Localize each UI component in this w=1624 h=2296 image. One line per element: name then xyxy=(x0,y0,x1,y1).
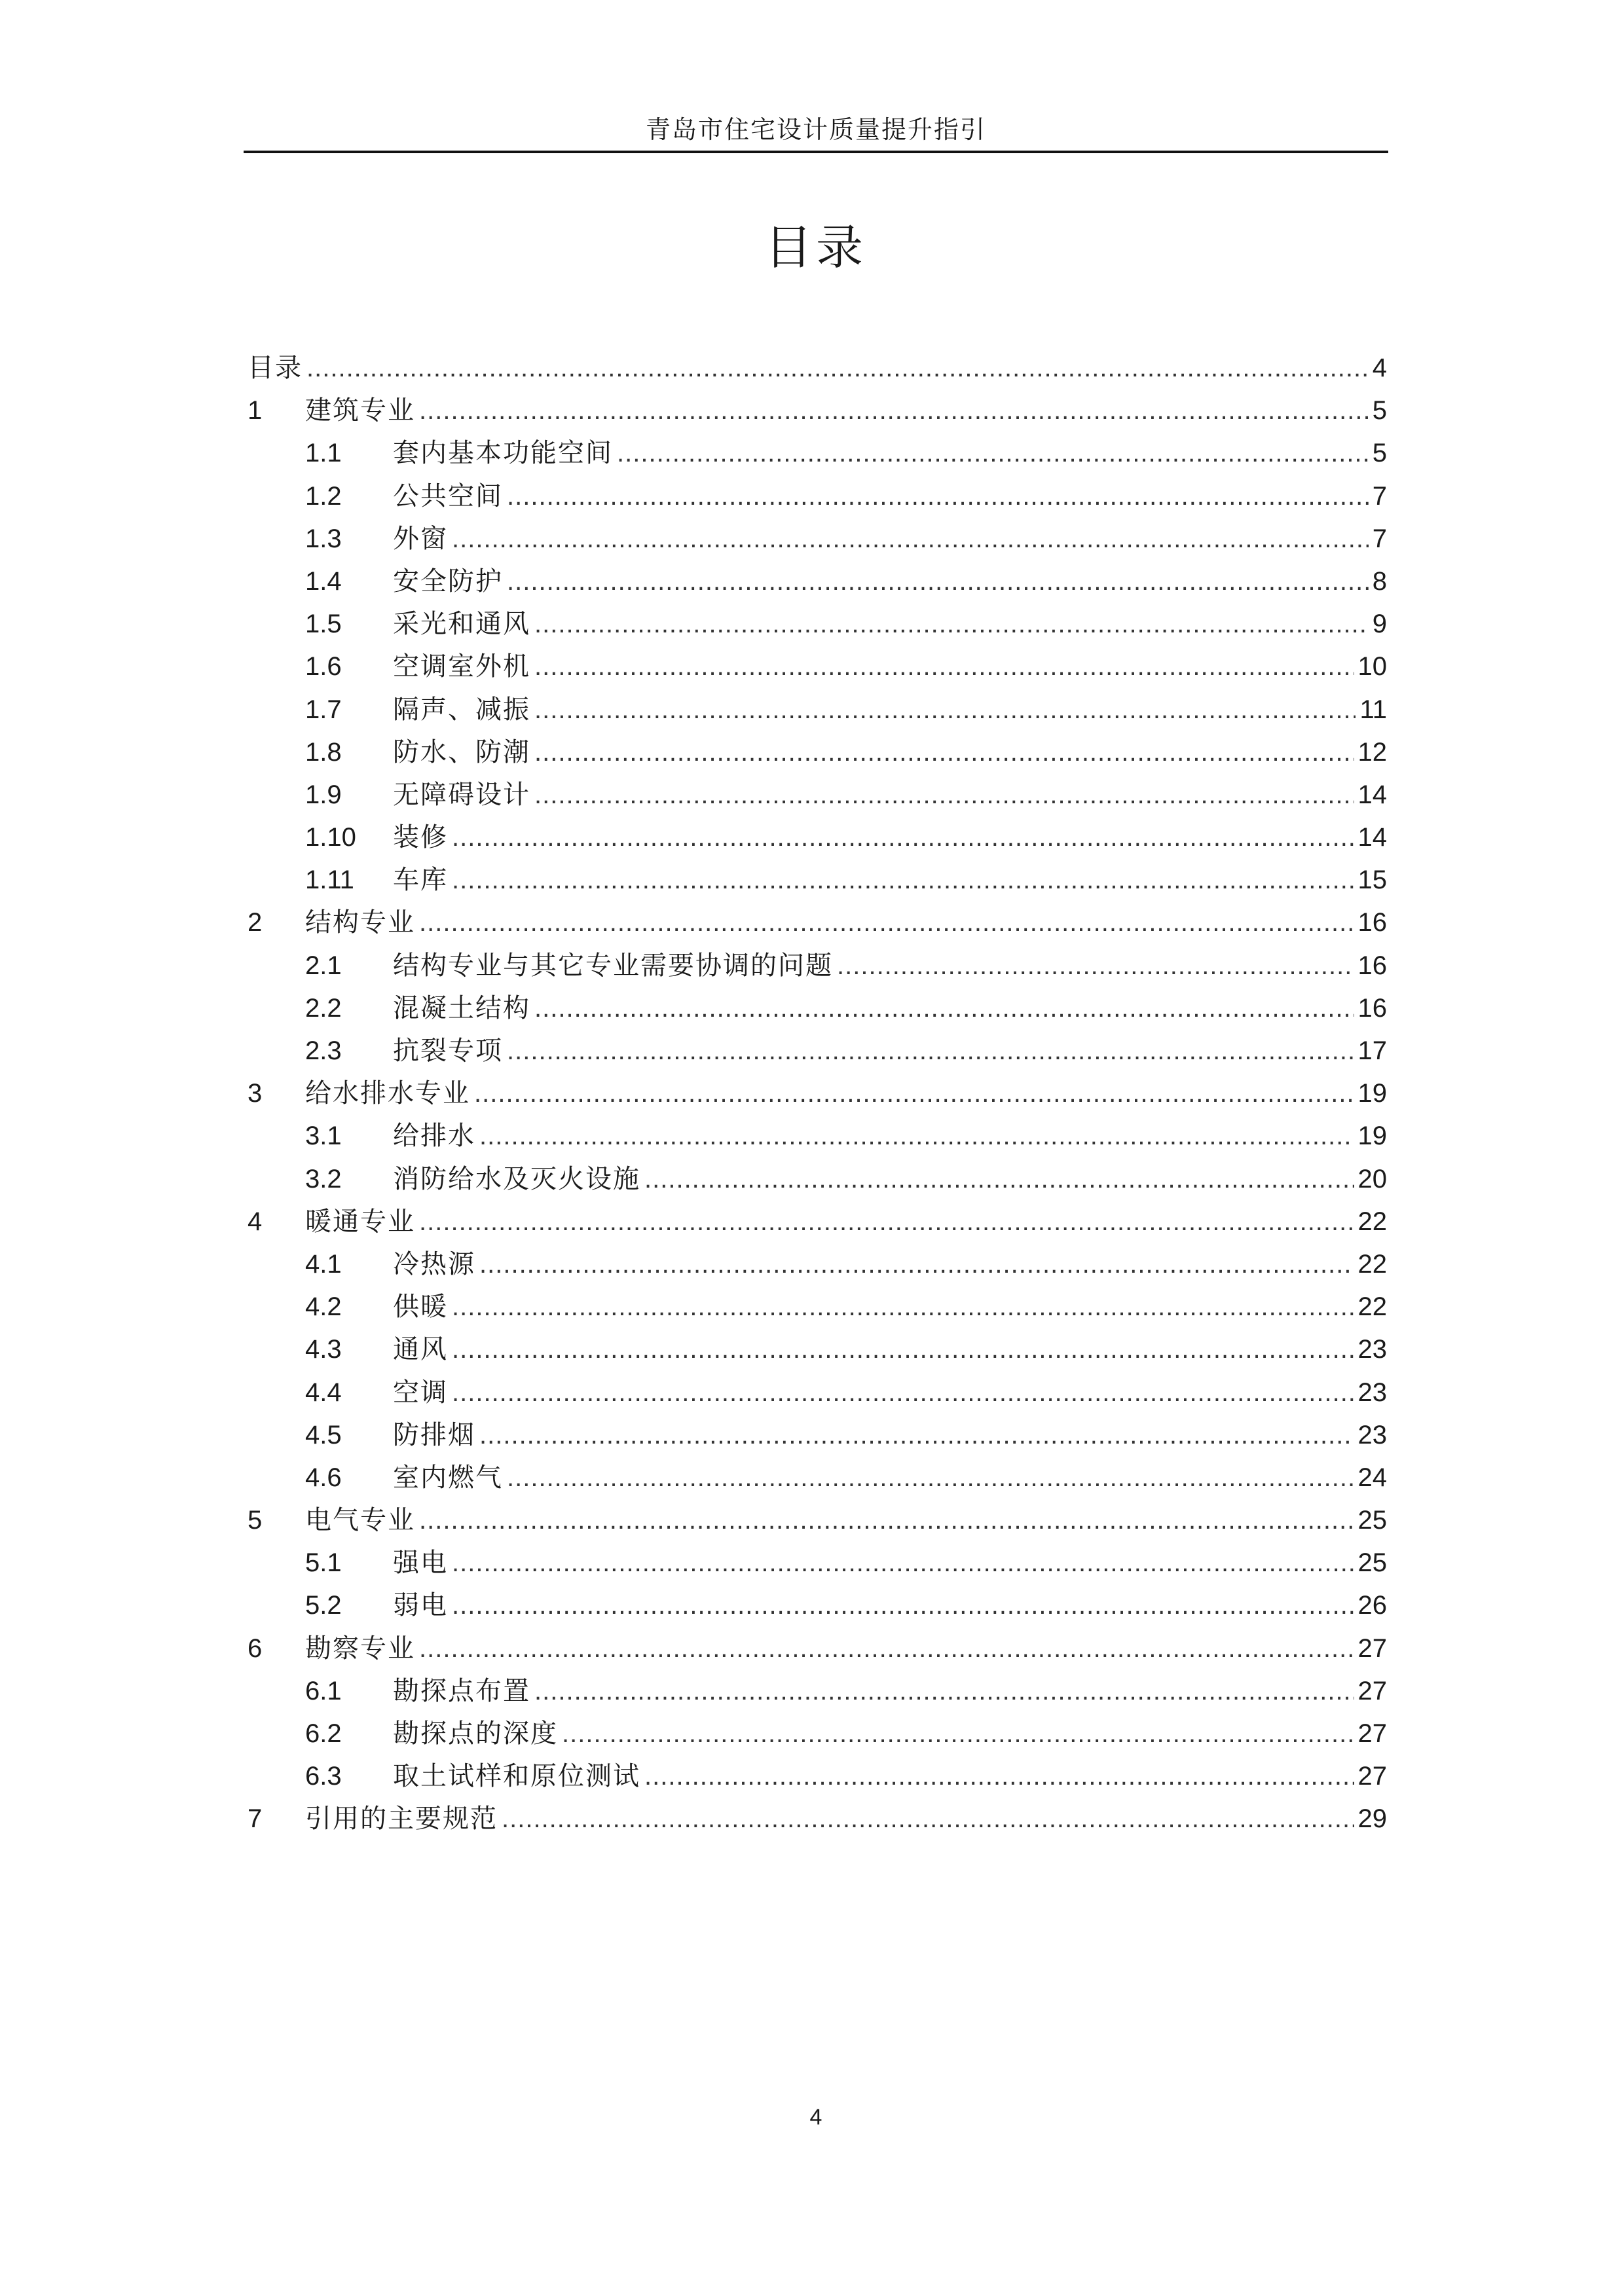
toc-entry[interactable] xyxy=(248,390,1387,432)
toc-entry[interactable] xyxy=(248,1670,1387,1713)
toc-entry-title: 通风 xyxy=(393,1334,448,1365)
toc-entry-title: 无障碍设计 xyxy=(393,779,530,810)
toc-entry-title: 结构专业与其它专业需要协调的问题 xyxy=(393,950,833,981)
toc-entry[interactable] xyxy=(248,1328,1387,1371)
toc-dot-leader xyxy=(507,1457,1354,1499)
toc-entry-number: 1.8 xyxy=(305,737,342,767)
toc-dot-leader xyxy=(507,1030,1354,1072)
toc-entry-number: 2.2 xyxy=(305,993,342,1023)
toc-dot-leader xyxy=(502,1798,1354,1840)
toc-dot-leader xyxy=(837,945,1354,987)
toc-entry-page: 22 xyxy=(1357,1207,1387,1236)
toc-dot-leader xyxy=(644,1158,1354,1201)
toc-entry-number: 5 xyxy=(248,1506,263,1535)
toc-entry-title: 暖通专业 xyxy=(305,1206,415,1237)
toc-dot-leader xyxy=(419,1499,1354,1542)
toc-entry-page: 27 xyxy=(1357,1633,1387,1663)
toc-dot-leader xyxy=(617,432,1369,475)
toc-entry-title: 室内燃气 xyxy=(393,1462,503,1493)
toc-entry-title: 消防给水及灭火设施 xyxy=(393,1163,640,1194)
toc-entry-page: 14 xyxy=(1357,780,1387,809)
toc-entry-page: 19 xyxy=(1357,1121,1387,1151)
toc-entry-title: 强电 xyxy=(393,1548,448,1578)
toc-dot-leader xyxy=(452,1286,1354,1328)
toc-entry-title: 隔声、减振 xyxy=(393,694,530,725)
toc-entry-page: 24 xyxy=(1357,1463,1387,1492)
toc-dot-leader xyxy=(534,987,1354,1030)
toc-entry[interactable] xyxy=(248,1798,1387,1840)
toc-entry-title: 给排水 xyxy=(393,1121,475,1152)
toc-entry-number: 4.2 xyxy=(305,1292,342,1322)
toc-entry-page: 20 xyxy=(1357,1164,1387,1194)
toc-entry-page: 27 xyxy=(1357,1719,1387,1748)
toc-entry-page: 5 xyxy=(1372,439,1387,468)
toc-dot-leader xyxy=(419,1628,1354,1670)
toc-entry-page: 14 xyxy=(1357,823,1387,852)
toc-dot-leader xyxy=(452,1542,1354,1584)
toc-dot-leader xyxy=(452,1584,1354,1627)
toc-entry-page: 9 xyxy=(1372,610,1387,639)
page-number: 4 xyxy=(809,2105,822,2130)
toc-entry[interactable] xyxy=(248,859,1387,902)
toc-entry-number: 1 xyxy=(248,396,263,426)
toc-title: 目录 xyxy=(764,220,867,275)
toc-entry-title: 勘探点的深度 xyxy=(393,1719,558,1749)
toc-entry-number: 4.5 xyxy=(305,1420,342,1449)
toc-entry[interactable] xyxy=(248,518,1387,560)
toc-entry-page: 22 xyxy=(1357,1249,1387,1279)
toc-entry[interactable] xyxy=(248,902,1387,944)
toc-entry-title: 结构专业 xyxy=(305,907,415,938)
toc-entry-number: 5.1 xyxy=(305,1548,342,1578)
toc-entry-title: 勘察专业 xyxy=(305,1633,415,1664)
toc-entry-title: 防水、防潮 xyxy=(393,737,530,767)
running-header: 青岛市住宅设计质量提升指引 xyxy=(645,115,986,144)
toc-entry[interactable] xyxy=(248,1286,1387,1328)
toc-entry[interactable] xyxy=(248,1372,1387,1414)
toc-entry[interactable] xyxy=(248,945,1387,987)
toc-entry-number: 7 xyxy=(248,1804,263,1834)
toc-entry-number: 3.2 xyxy=(305,1164,342,1194)
toc-entry-page: 10 xyxy=(1357,652,1387,682)
toc-entry-number: 2.3 xyxy=(305,1036,342,1065)
toc-entry-page: 25 xyxy=(1357,1548,1387,1578)
toc-dot-leader xyxy=(534,689,1356,731)
toc-entry-number: 1.3 xyxy=(305,524,342,553)
toc-entry-title: 空调 xyxy=(393,1377,448,1408)
toc-dot-leader xyxy=(452,1372,1354,1414)
toc-entry-number: 6.1 xyxy=(305,1676,342,1705)
toc-entry-number: 1.1 xyxy=(305,439,342,468)
toc-entry-page: 8 xyxy=(1372,566,1387,596)
toc-dot-leader xyxy=(419,1201,1354,1243)
toc-entry[interactable] xyxy=(248,1243,1387,1286)
toc-entry-title: 给水排水专业 xyxy=(305,1078,470,1109)
toc-entry[interactable] xyxy=(248,1755,1387,1798)
header-rule xyxy=(244,151,1388,153)
toc-entry-page: 23 xyxy=(1357,1335,1387,1364)
toc-entry-title: 取土试样和原位测试 xyxy=(393,1761,640,1792)
toc-entry-title: 车库 xyxy=(393,865,448,896)
toc-entry-title: 安全防护 xyxy=(393,566,503,596)
toc-dot-leader xyxy=(534,646,1354,688)
toc-entry[interactable] xyxy=(248,987,1387,1030)
toc-entry[interactable] xyxy=(248,1584,1387,1627)
toc-entry-page: 26 xyxy=(1357,1591,1387,1620)
toc-entry-number: 4.3 xyxy=(305,1335,342,1364)
toc-entry[interactable] xyxy=(248,432,1387,475)
toc-entry-number: 1.9 xyxy=(305,780,342,809)
toc-entry-page: 27 xyxy=(1357,1676,1387,1705)
toc-entry-number: 1.10 xyxy=(305,823,356,852)
toc-entry[interactable] xyxy=(248,689,1387,731)
toc-entry[interactable] xyxy=(248,1499,1387,1542)
toc-entry[interactable] xyxy=(248,560,1387,603)
toc-entry-page: 23 xyxy=(1357,1377,1387,1407)
toc-dot-leader xyxy=(562,1713,1354,1755)
toc-entry-page: 15 xyxy=(1357,866,1387,895)
toc-entry-page: 23 xyxy=(1357,1420,1387,1449)
toc-entry-page: 4 xyxy=(1372,354,1387,382)
toc-entry-title: 建筑专业 xyxy=(305,395,415,426)
toc-dot-leader xyxy=(534,731,1354,774)
toc-entry[interactable] xyxy=(248,816,1387,859)
toc-entry-number: 1.7 xyxy=(305,695,342,724)
toc-entry-page: 19 xyxy=(1357,1079,1387,1108)
toc-entry-number: 5.2 xyxy=(305,1591,342,1620)
toc-dot-leader xyxy=(452,1328,1354,1371)
toc-entry-page: 11 xyxy=(1359,695,1387,724)
toc-entry-number: 4 xyxy=(248,1207,263,1236)
toc-entry-page: 27 xyxy=(1357,1762,1387,1791)
toc-entry-number: 3.1 xyxy=(305,1121,342,1151)
toc-dot-leader xyxy=(507,560,1369,603)
toc-entry-title: 套内基本功能空间 xyxy=(393,438,613,469)
toc-dot-leader xyxy=(479,1115,1354,1157)
toc-entry-number: 3 xyxy=(248,1079,263,1108)
toc-entry-title: 装修 xyxy=(393,822,448,853)
toc-entry-number: 6.3 xyxy=(305,1762,342,1791)
toc-entry-page: 7 xyxy=(1372,481,1387,511)
toc-dot-leader xyxy=(479,1414,1354,1457)
toc-entry-title: 公共空间 xyxy=(393,481,503,511)
toc-entry-title: 引用的主要规范 xyxy=(305,1804,498,1834)
toc-entry[interactable] xyxy=(248,347,1387,390)
toc-dot-leader xyxy=(534,603,1369,646)
toc-entry-title: 外窗 xyxy=(393,523,448,554)
toc-entry[interactable] xyxy=(248,1457,1387,1499)
toc-entry-title: 勘探点布置 xyxy=(393,1675,530,1706)
toc-entry-page: 22 xyxy=(1357,1292,1387,1322)
toc-entry-title: 弱电 xyxy=(393,1590,448,1621)
toc-entry-number: 1.5 xyxy=(305,610,342,639)
toc-dot-leader xyxy=(534,1670,1354,1713)
toc-entry-number: 1.11 xyxy=(305,866,354,895)
toc-entry-page: 17 xyxy=(1357,1036,1387,1065)
toc-entry-title: 抗裂专项 xyxy=(393,1036,503,1066)
toc-entry-title: 电气专业 xyxy=(305,1505,415,1536)
toc-entry-title: 冷热源 xyxy=(393,1248,475,1279)
toc-entry-number: 1.4 xyxy=(305,566,342,596)
toc-entry[interactable] xyxy=(248,1115,1387,1157)
toc-entry[interactable] xyxy=(248,646,1387,688)
toc-entry-title: 目录 xyxy=(248,353,303,383)
toc-entry[interactable] xyxy=(248,1414,1387,1457)
table-of-contents xyxy=(248,347,1387,1841)
toc-dot-leader xyxy=(479,1243,1354,1286)
toc-entry-title: 供暖 xyxy=(393,1292,448,1322)
toc-entry[interactable] xyxy=(248,1628,1387,1670)
toc-entry[interactable] xyxy=(248,731,1387,774)
toc-entry[interactable] xyxy=(248,475,1387,518)
toc-entry[interactable] xyxy=(248,1030,1387,1072)
toc-entry-number: 4.1 xyxy=(305,1249,342,1279)
toc-entry[interactable] xyxy=(248,1201,1387,1243)
toc-dot-leader xyxy=(474,1072,1354,1115)
toc-dot-leader xyxy=(644,1755,1354,1798)
toc-dot-leader xyxy=(452,518,1369,560)
toc-entry-title: 防排烟 xyxy=(393,1419,475,1450)
toc-entry-title: 混凝土结构 xyxy=(393,993,530,1023)
toc-entry[interactable] xyxy=(248,774,1387,816)
toc-entry-page: 25 xyxy=(1357,1506,1387,1535)
toc-entry-number: 6.2 xyxy=(305,1719,342,1748)
toc-entry-number: 4.6 xyxy=(305,1463,342,1492)
toc-dot-leader xyxy=(452,816,1354,859)
toc-entry-page: 16 xyxy=(1357,908,1387,938)
toc-entry-title: 空调室外机 xyxy=(393,651,530,682)
toc-entry-number: 1.6 xyxy=(305,652,342,682)
toc-entry[interactable] xyxy=(248,1542,1387,1584)
toc-entry[interactable] xyxy=(248,1158,1387,1201)
toc-dot-leader xyxy=(306,347,1369,390)
toc-entry-page: 5 xyxy=(1372,396,1387,426)
toc-entry-page: 12 xyxy=(1357,737,1387,767)
toc-entry-number: 4.4 xyxy=(305,1377,342,1407)
toc-entry-page: 16 xyxy=(1357,993,1387,1023)
toc-entry-number: 1.2 xyxy=(305,481,342,511)
toc-entry-number: 6 xyxy=(248,1633,263,1663)
toc-entry-number: 2.1 xyxy=(305,951,342,980)
toc-entry-page: 16 xyxy=(1357,951,1387,980)
toc-dot-leader xyxy=(507,475,1369,518)
toc-entry[interactable] xyxy=(248,1713,1387,1755)
toc-dot-leader xyxy=(419,390,1369,432)
toc-entry-title: 采光和通风 xyxy=(393,609,530,640)
toc-dot-leader xyxy=(452,859,1354,902)
toc-entry[interactable] xyxy=(248,603,1387,646)
toc-dot-leader xyxy=(419,902,1354,944)
toc-entry-page: 29 xyxy=(1357,1804,1387,1834)
toc-entry[interactable] xyxy=(248,1072,1387,1115)
toc-dot-leader xyxy=(534,774,1354,816)
toc-entry-page: 7 xyxy=(1372,524,1387,553)
toc-entry-number: 2 xyxy=(248,908,263,938)
